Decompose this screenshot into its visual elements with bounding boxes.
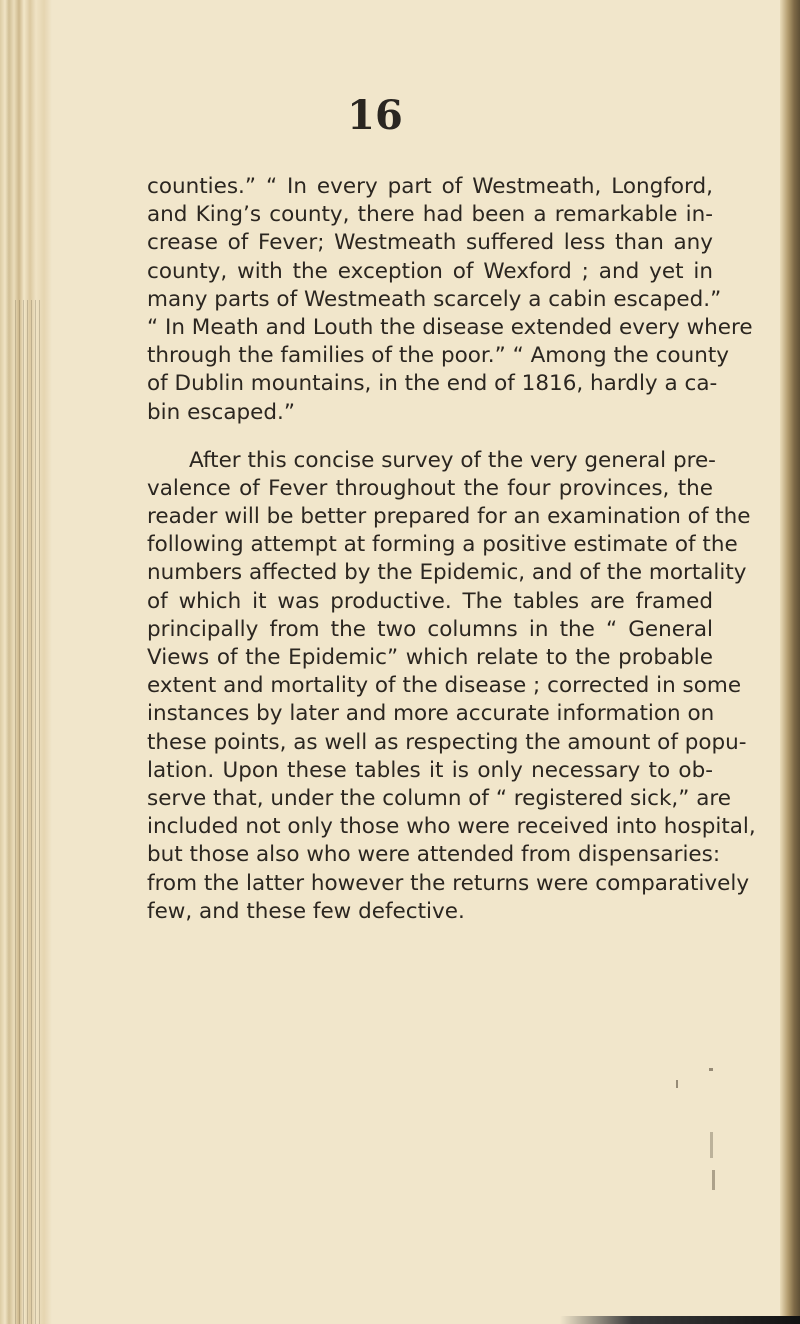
- text-line: lation. Upon these tables it is only necessary to ob-: [147, 757, 713, 783]
- page-right-edge: [780, 0, 800, 1324]
- text-line: of Dublin mountains, in the end of 1816, hardly a ca-: [147, 371, 718, 397]
- text-line: few, and these few defective.: [147, 898, 465, 924]
- text-line: and King’s county, there had been a remarkable in-: [147, 202, 713, 228]
- paragraph-2: [147, 447, 756, 926]
- paper-speck: [709, 1068, 713, 1071]
- paper-speck: [712, 1170, 715, 1190]
- paragraph-gap: [147, 427, 713, 447]
- text-line: After this concise survey of the very general pre-: [189, 447, 716, 473]
- text-line: crease of Fever; Westmeath suffered less than any: [147, 230, 713, 256]
- text-line: many parts of Westmeath scarcely a cabin escaped.”: [147, 286, 722, 312]
- text-line: “ In Meath and Louth the disease extended every where: [147, 314, 753, 340]
- text-line: these points, as well as respecting the amount of popu-: [147, 729, 747, 755]
- text-line: included not only those who were received into hospital,: [147, 814, 756, 840]
- text-line: numbers affected by the Epidemic, and of the mortality: [147, 560, 747, 586]
- text-line: valence of Fever throughout the four provinces, the: [147, 475, 713, 501]
- text-line: county, with the exception of Wexford ; and yet in: [147, 258, 713, 284]
- text-line: but those also who were attended from dispensaries:: [147, 842, 721, 868]
- text-line: extent and mortality of the disease ; corrected in some: [147, 673, 742, 699]
- paper-speck: [676, 1080, 678, 1088]
- paragraph-1: [147, 173, 753, 427]
- text-line: instances by later and more accurate information on: [147, 701, 715, 727]
- text-line: from the latter however the returns were comparatively: [147, 870, 750, 896]
- body-text: [147, 173, 756, 926]
- text-line: of which it was productive. The tables are framed: [147, 588, 713, 614]
- text-line: Views of the Epidemic” which relate to the probable: [147, 645, 713, 670]
- text-line: counties.” “ In every part of Westmeath, Longford,: [147, 174, 713, 199]
- text-line: reader will be better prepared for an examination of the: [147, 504, 751, 530]
- text-line: principally from the two columns in the “ General: [147, 616, 713, 642]
- text-line: following attempt at forming a positive estimate of the: [147, 532, 738, 558]
- binding-edge-lines: [12, 300, 42, 1324]
- text-line: bin escaped.”: [147, 399, 296, 425]
- text-line: serve that, under the column of “ registered sick,” are: [147, 785, 731, 811]
- paper-speck: [710, 1132, 713, 1158]
- page-number: 16: [347, 92, 403, 139]
- page-bottom-edge: [560, 1316, 800, 1324]
- text-line: through the families of the poor.” “ Among the county: [147, 343, 729, 369]
